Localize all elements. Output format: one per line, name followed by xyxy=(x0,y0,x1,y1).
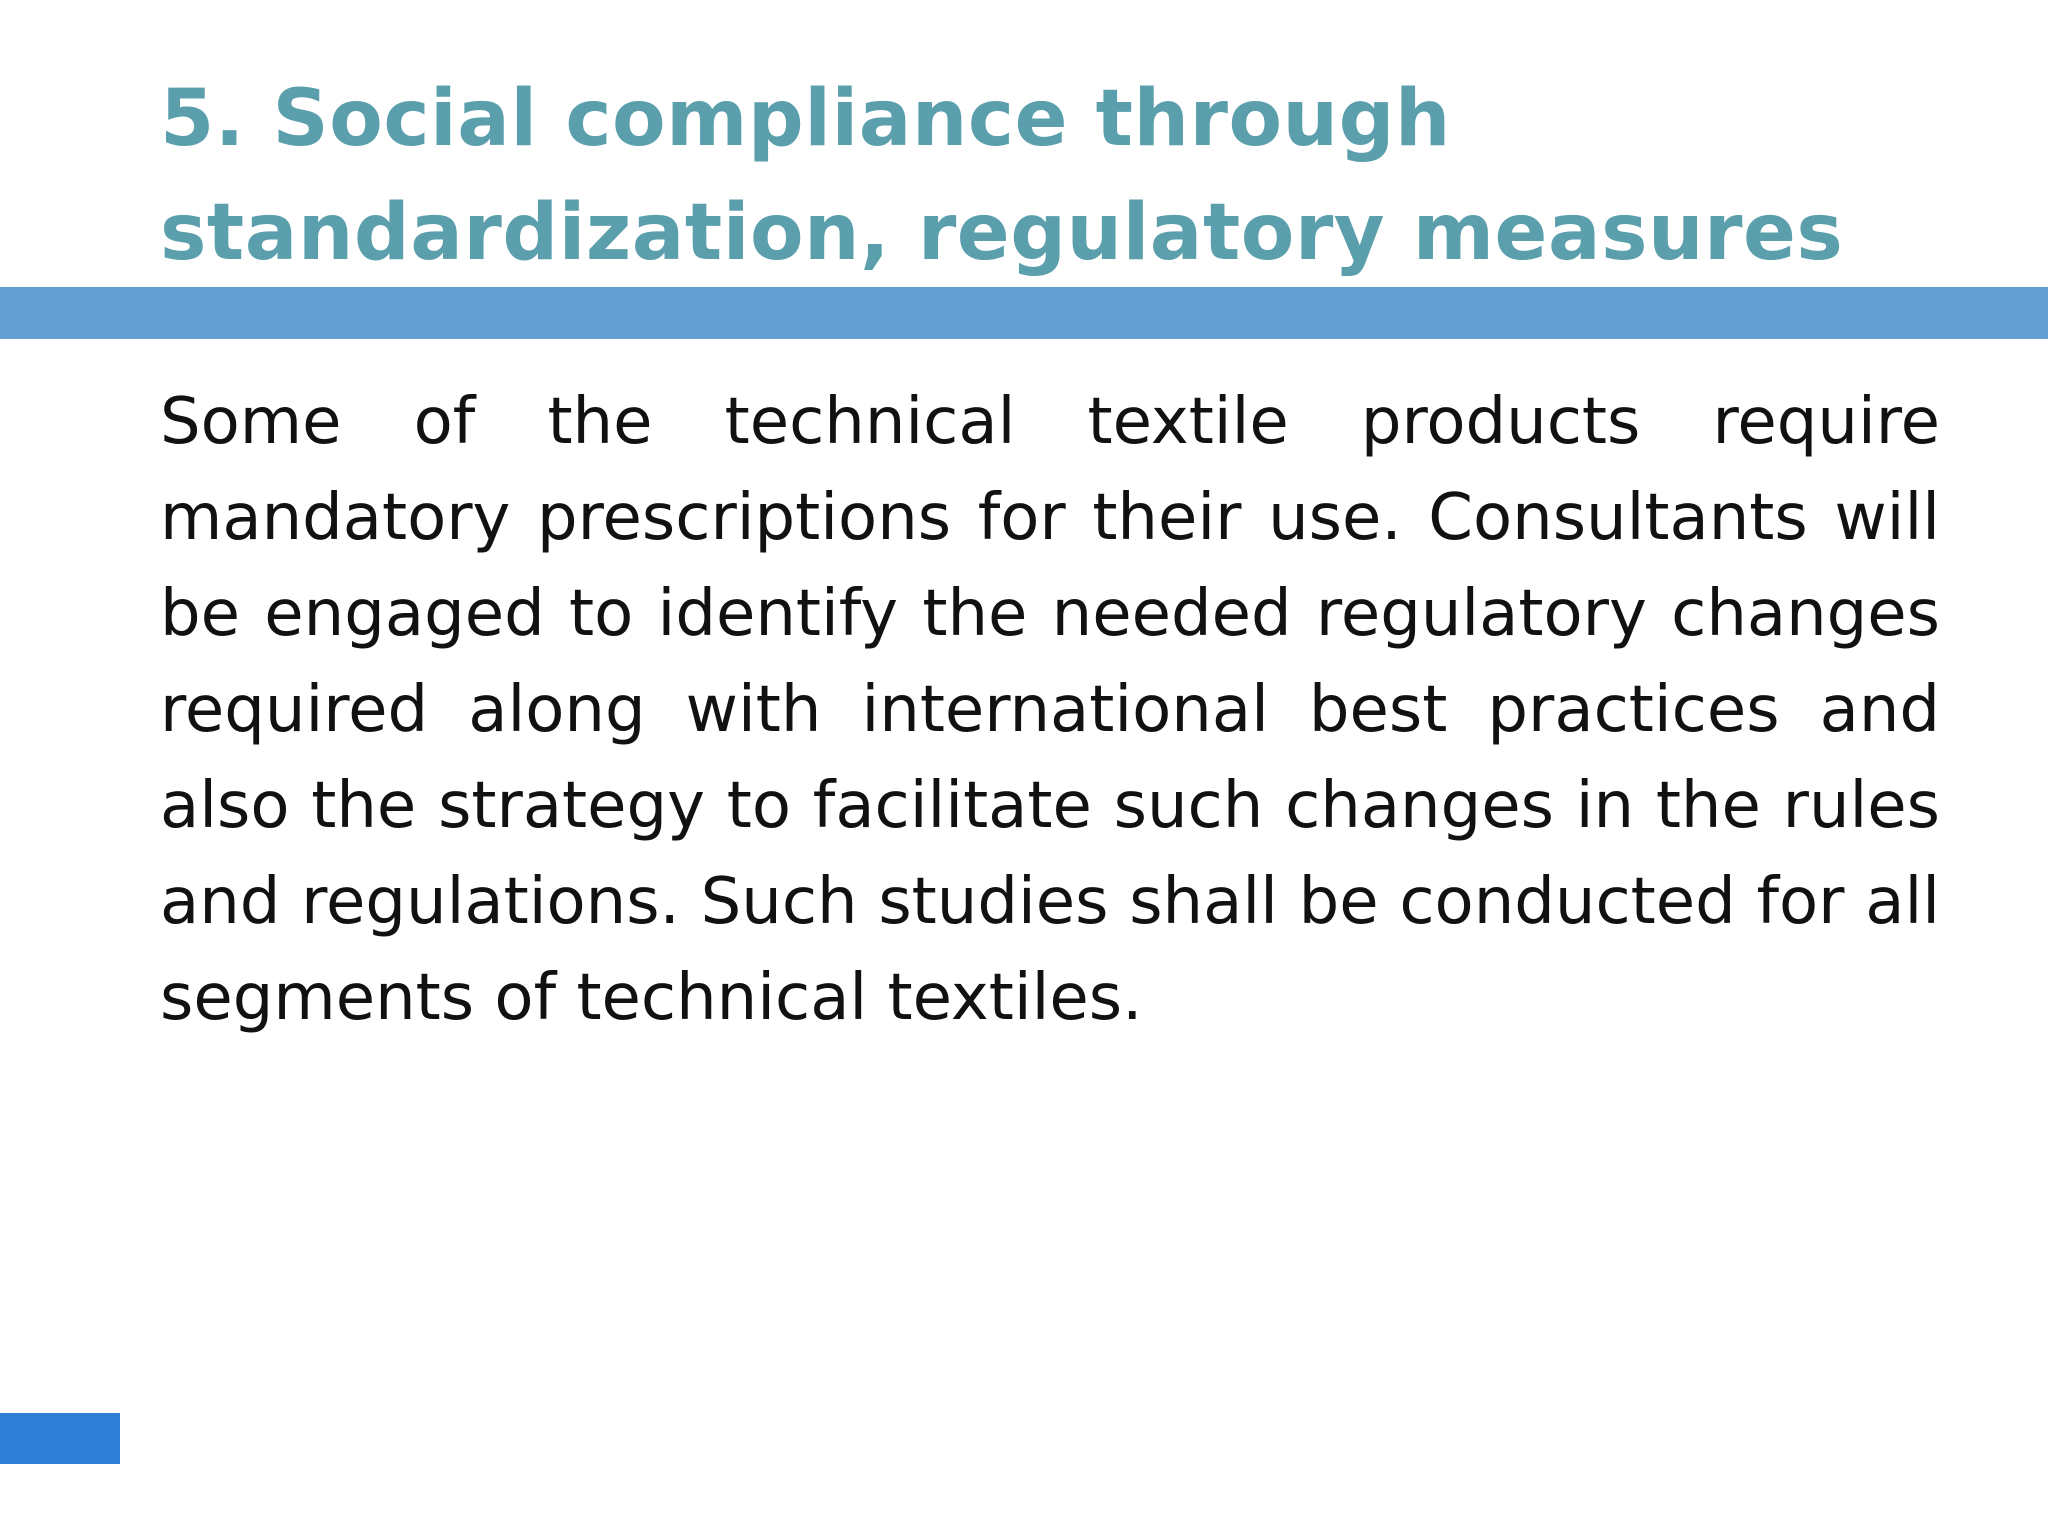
corner-accent-block xyxy=(0,1413,120,1464)
slide-body-text: Some of the technical textile products require mandatory prescriptions for their use. Consultants will be engaged to identify the needed regulatory changes required along with international best practices and also the strategy to facilitate such changes in the rules and regulations. Such studies shall be conducted for all segments of technical textiles. xyxy=(160,385,1940,1035)
slide-title: 5. Social compliance through standardization, regulatory measures xyxy=(160,74,1844,278)
title-divider-bar xyxy=(0,287,2048,339)
